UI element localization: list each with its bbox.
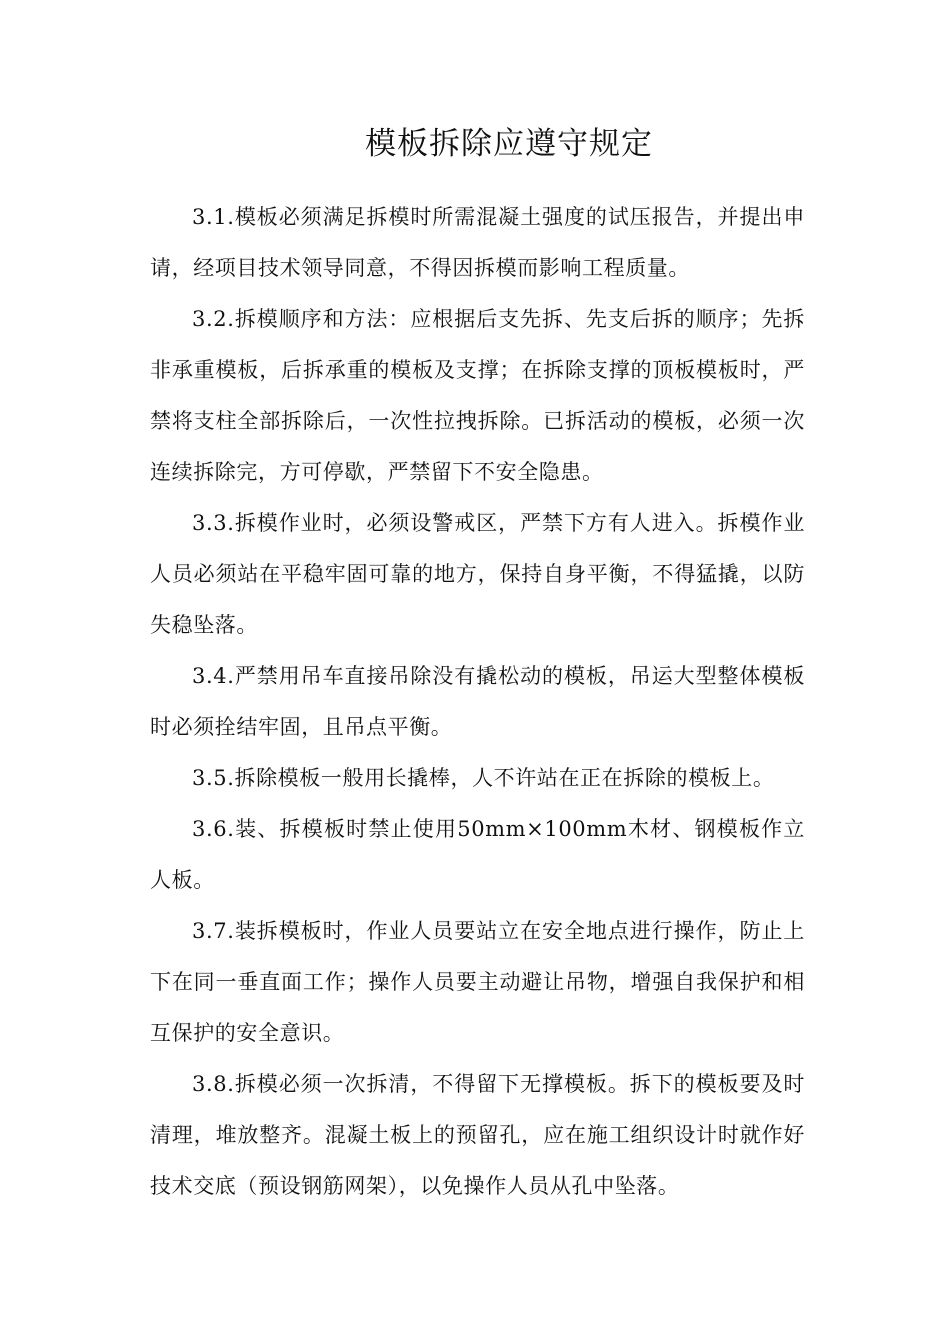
paragraph-3-6: 3.6.装、拆模板时禁止使用50mm×100mm木材、钢模板作立人板。 (150, 817, 805, 892)
paragraph-3-2: 3.2.拆模顺序和方法：应根据后支先拆、先支后拆的顺序；先拆非承重模板，后拆承重的模板及支撑；在拆除支撑的顶板模板时，严禁将支柱全部拆除后，一次性拉拽拆除。已拆活动的模板，必须一次连续拆除完，方可停歇，严禁留下不安全隐患。 (150, 307, 805, 484)
paragraph-3-5: 3.5.拆除模板一般用长撬棒，人不许站在正在拆除的模板上。 (192, 766, 775, 790)
paragraph-3-3: 3.3.拆模作业时，必须设警戒区，严禁下方有人进入。拆模作业人员必须站在平稳牢固可靠的地方，保持自身平衡，不得猛撬，以防失稳坠落。 (150, 511, 805, 637)
paragraph-3-4: 3.4.严禁用吊车直接吊除没有撬松动的模板，吊运大型整体模板时必须拴结牢固，且吊点平衡。 (150, 664, 805, 739)
page-title: 模板拆除应遵守规定 (365, 126, 653, 162)
document-body (150, 192, 805, 1212)
paragraph-3-1: 3.1.模板必须满足拆模时所需混凝土强度的试压报告，并提出申请，经项目技术领导同意，不得因拆模而影响工程质量。 (150, 205, 805, 280)
paragraph-3-8: 3.8.拆模必须一次拆清，不得留下无撑模板。拆下的模板要及时清理，堆放整齐。混凝土板上的预留孔，应在施工组织设计时就作好技术交底（预设钢筋网架），以免操作人员从孔中坠落。 (150, 1072, 805, 1198)
paragraph-3-7: 3.7.装拆模板时，作业人员要站立在安全地点进行操作，防止上下在同一垂直面工作；操作人员要主动避让吊物，增强自我保护和相互保护的安全意识。 (150, 919, 805, 1045)
